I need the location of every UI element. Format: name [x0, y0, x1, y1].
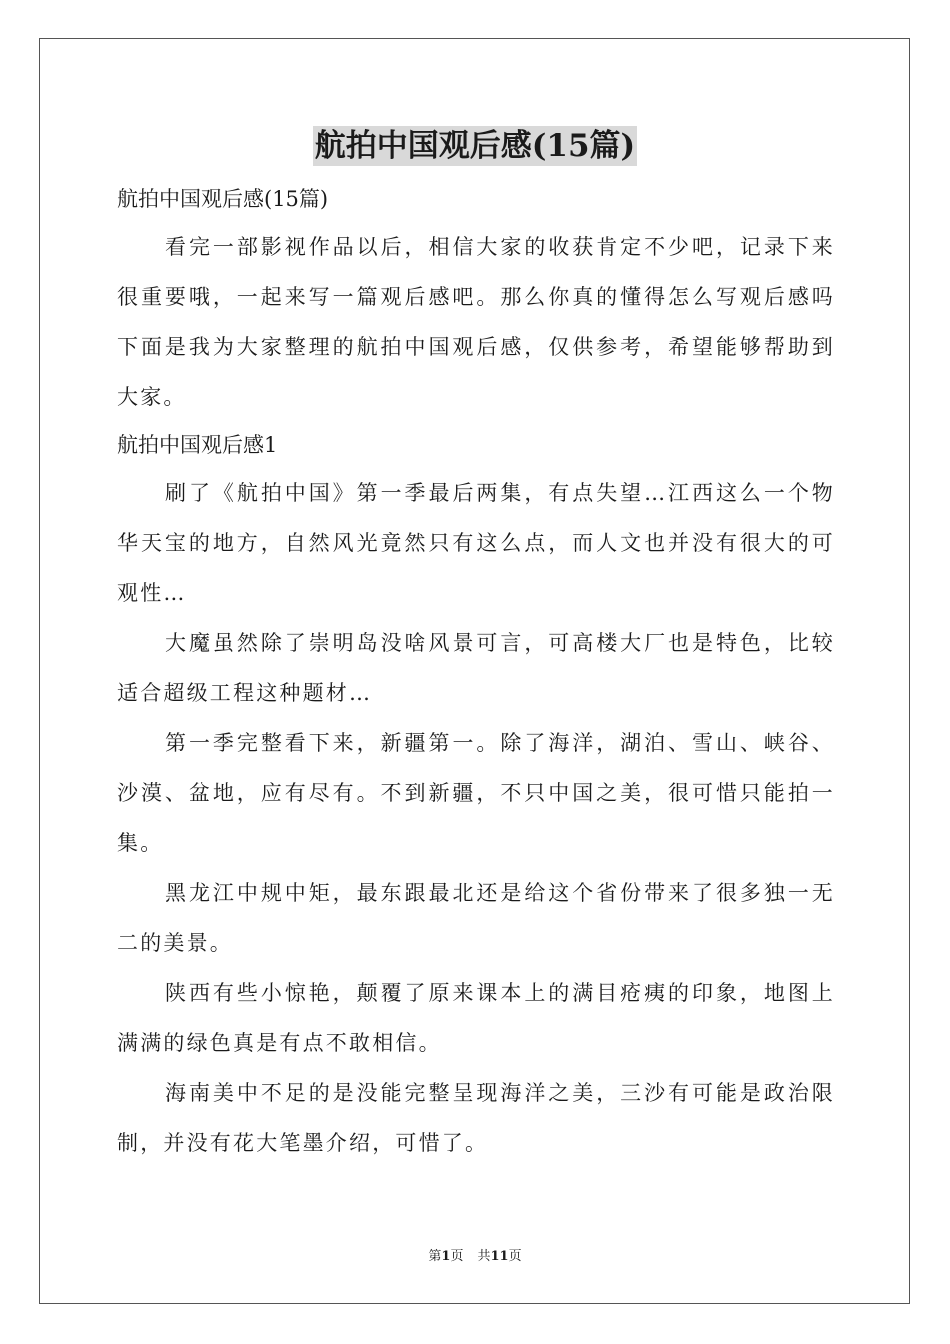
body-paragraph: 黑龙江中规中矩，最东跟最北还是给这个省份带来了很多独一无二的美景。 — [117, 881, 835, 955]
body-paragraph: 大魔虽然除了崇明岛没啥风景可言，可高楼大厂也是特色，比较适合超级工程这种题材… — [117, 631, 835, 705]
document-body — [117, 176, 835, 1168]
body-paragraph: 陕西有些小惊艳，颠覆了原来课本上的满目疮痍的印象，地图上满满的绿色真是有点不敢相信。 — [117, 981, 835, 1055]
body-paragraph: 海南美中不足的是没能完整呈现海洋之美，三沙有可能是政治限制，并没有花大笔墨介绍，可惜了。 — [117, 1081, 835, 1155]
page-suffix: 页 — [450, 1249, 464, 1264]
page-total — [477, 1249, 521, 1264]
page-footer — [0, 1248, 950, 1266]
page-number — [428, 1249, 463, 1264]
total-pages: 11 — [490, 1249, 509, 1264]
current-page: 1 — [441, 1249, 451, 1264]
title-block — [0, 126, 950, 166]
total-prefix: 共 — [477, 1249, 491, 1264]
document-subtitle: 航拍中国观后感(15篇) — [117, 187, 329, 211]
body-paragraph: 刷了《航拍中国》第一季最后两集，有点失望…江西这么一个物华天宝的地方，自然风光竟然只有这么点，而人文也并没有很大的可观性… — [117, 481, 835, 605]
intro-paragraph: 看完一部影视作品以后，相信大家的收获肯定不少吧，记录下来很重要哦，一起来写一篇观后感吧。那么你真的懂得怎么写观后感吗下面是我为大家整理的航拍中国观后感，仅供参考，希望能够帮助到大家。 — [117, 235, 835, 409]
body-paragraph: 第一季完整看下来，新疆第一。除了海洋，湖泊、雪山、峡谷、沙漠、盆地，应有尽有。不到新疆，不只中国之美，很可惜只能拍一集。 — [117, 731, 835, 855]
section-heading: 航拍中国观后感1 — [117, 433, 278, 457]
document-title: 航拍中国观后感(15篇) — [314, 128, 636, 164]
page-prefix: 第 — [428, 1249, 442, 1264]
total-suffix: 页 — [508, 1249, 522, 1264]
